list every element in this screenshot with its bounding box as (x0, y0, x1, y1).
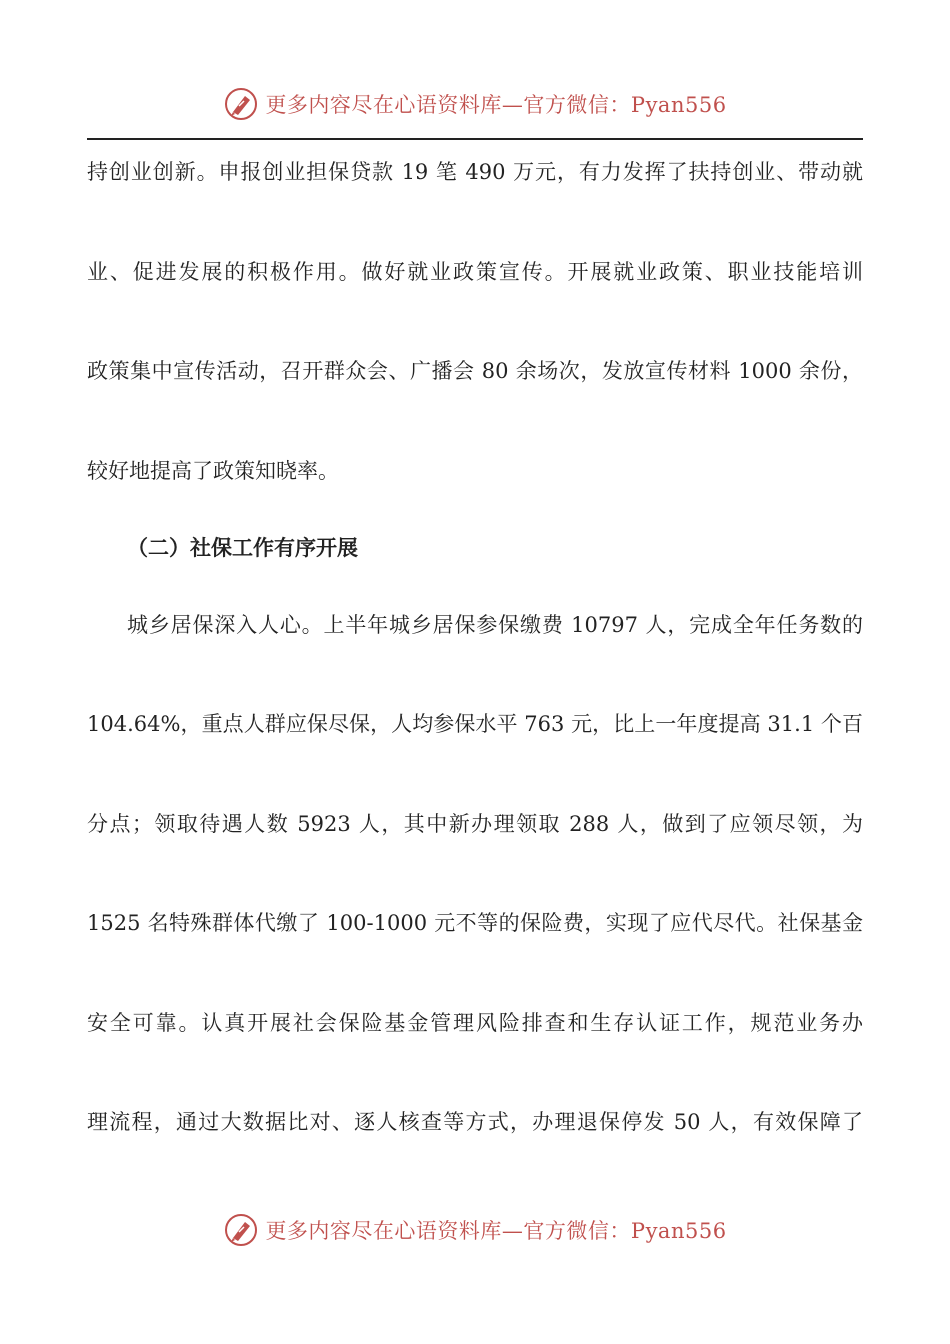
paragraph-line: 较好地提高了政策知晓率。 (87, 459, 339, 483)
paragraph-line: 城乡居保深入人心。上半年城乡居保参保缴费 10797 人，完成全年任务数的 (127, 613, 863, 637)
paragraph-line: 安全可靠。认真开展社会保险基金管理风险排查和生存认证工作，规范业务办 (87, 1011, 863, 1035)
section-heading: （二）社保工作有序开展 (127, 536, 358, 560)
header-banner (0, 84, 950, 124)
header-divider (87, 138, 863, 140)
paragraph-line: 业、促进发展的积极作用。做好就业政策宣传。开展就业政策、职业技能培训 (87, 260, 863, 284)
paragraph-line: 104.64%，重点人群应保尽保，人均参保水平 763 元，比上一年度提高 31.1 个百 (87, 712, 863, 736)
pen-nib-icon (223, 1212, 259, 1248)
pen-nib-icon (223, 86, 259, 122)
footer-banner (0, 1210, 950, 1250)
paragraph-line: 理流程，通过大数据比对、逐人核查等方式，办理退保停发 50 人，有效保障了 (87, 1110, 863, 1134)
paragraph-line: 1525 名特殊群体代缴了 100-1000 元不等的保险费，实现了应代尽代。社保基金 (87, 911, 863, 935)
header-banner-text: 更多内容尽在心语资料库—官方微信：Pyan556 (265, 93, 727, 117)
paragraph-line: 分点；领取待遇人数 5923 人，其中新办理领取 288 人，做到了应领尽领，为 (87, 812, 863, 836)
footer-banner-text: 更多内容尽在心语资料库—官方微信：Pyan556 (265, 1219, 727, 1243)
paragraph-line: 政策集中宣传活动，召开群众会、广播会 80 余场次，发放宣传材料 1000 余份， (87, 359, 863, 383)
paragraph-line: 持创业创新。申报创业担保贷款 19 笔 490 万元，有力发挥了扶持创业、带动就 (87, 160, 863, 184)
